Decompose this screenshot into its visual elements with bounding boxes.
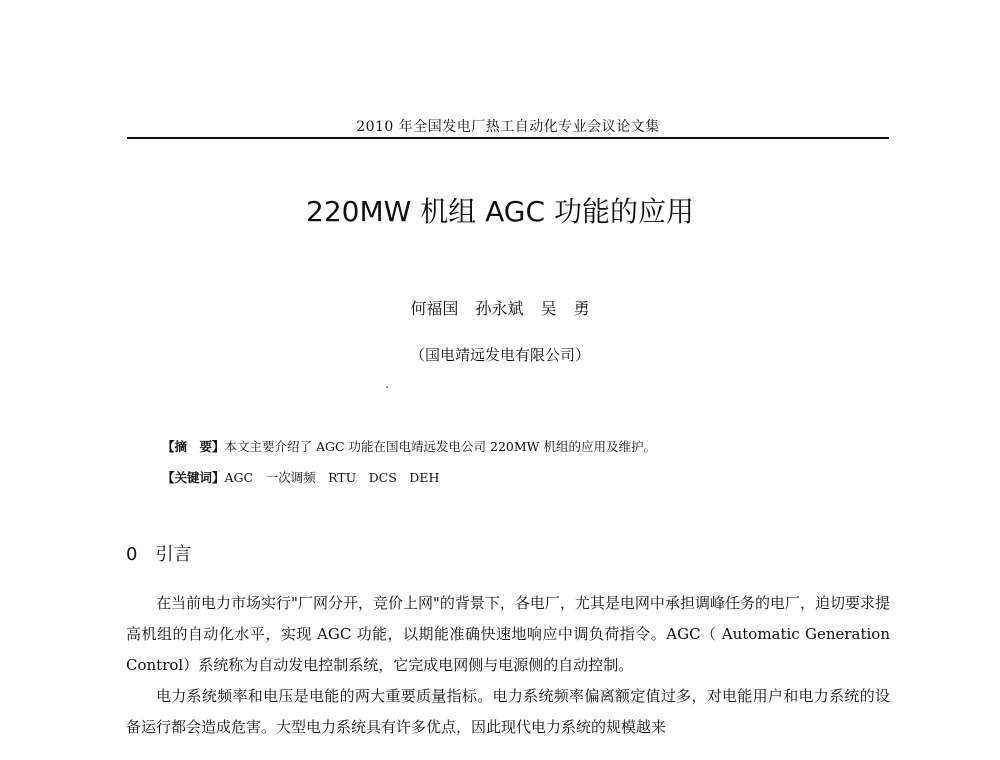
abstract bbox=[162, 439, 882, 455]
paper-title: 220MW 机组 AGC 功能的应用 bbox=[306, 195, 694, 228]
scan-speck bbox=[386, 386, 388, 388]
abstract-text: 本文主要介绍了 AGC 功能在国电靖远发电公司 220MW 机组的应用及维护。 bbox=[224, 439, 656, 454]
keywords-text: AGC 一次调频 RTU DCS DEH bbox=[224, 470, 440, 485]
section-title: 引言 bbox=[155, 544, 192, 565]
body-paragraph: 在当前电力市场实行"厂网分开，竞价上网"的背景下，各电厂，尤其是电网中承担调峰任务的电厂，迫切要求提高机组的自动化水平，实现 AGC 功能，以期能准确快速地响应中调负荷指令。AGC（ Automatic Generation Control）系统称为自动发电控制系统，它完成电网侧与电源侧的自动控制。 bbox=[126, 594, 890, 674]
running-header: 2010 年全国发电厂热工自动化专业会议论文集 bbox=[356, 119, 660, 135]
keywords-label: 【关键词】 bbox=[162, 470, 225, 485]
section-heading bbox=[126, 540, 191, 566]
keywords bbox=[162, 470, 882, 486]
body-text bbox=[126, 588, 890, 743]
body-paragraph: 电力系统频率和电压是电能的两大重要质量指标。电力系统频率偏离额定值过多，对电能用户和电力系统的设备运行都会造成危害。大型电力系统具有许多优点，因此现代电力系统的规模越来 bbox=[126, 687, 890, 736]
header-rule bbox=[127, 137, 889, 139]
section-number: 0 bbox=[126, 544, 138, 565]
author-affiliation: （国电靖远发电有限公司） bbox=[409, 346, 590, 364]
author-list: 何福国 孙永斌 吴 勇 bbox=[410, 299, 590, 318]
abstract-label: 【摘 要】 bbox=[162, 439, 225, 454]
